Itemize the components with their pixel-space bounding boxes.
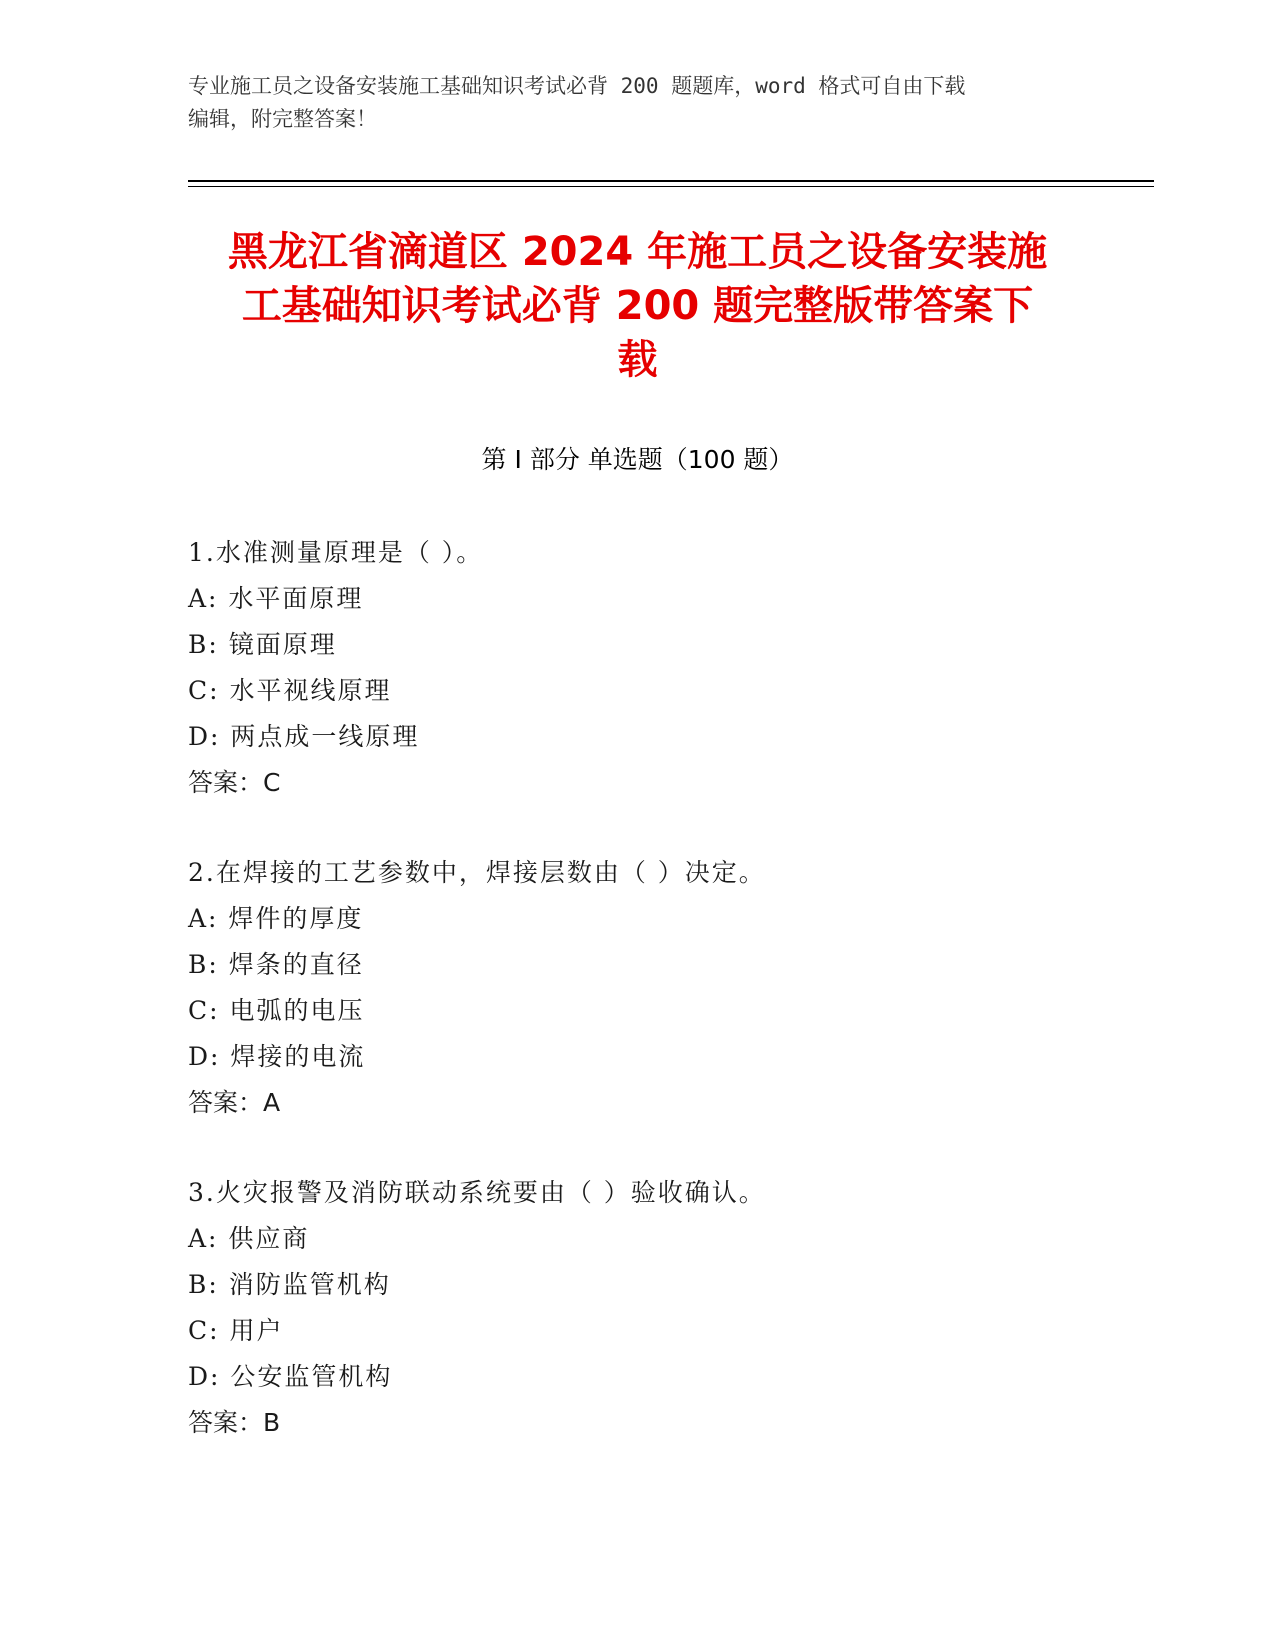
title-line-3: 载 — [617, 337, 658, 383]
header-note — [188, 70, 1088, 136]
question-block-1 — [188, 530, 1088, 806]
header-divider-thin — [188, 186, 1154, 187]
header-note-line-2: 编辑，附完整答案！ — [188, 107, 377, 131]
header-note-line-1: 专业施工员之设备安装施工基础知识考试必背 200 题题库，word 格式可自由下载 — [188, 74, 966, 98]
question-block-2 — [188, 850, 1088, 1126]
document-title — [150, 225, 1125, 387]
section-heading: 第 I 部分 单选题（100 题） — [481, 445, 794, 474]
option-d: D: 公安监管机构 — [188, 1362, 393, 1391]
title-line-2: 工基础知识考试必背 200 题完整版带答案下 — [241, 283, 1034, 329]
option-c: C: 水平视线原理 — [188, 676, 392, 705]
option-d: D: 两点成一线原理 — [188, 722, 420, 751]
answer-line: 答案：C — [188, 768, 281, 797]
option-a: A: 水平面原理 — [188, 584, 364, 613]
answer-line: 答案：B — [188, 1408, 281, 1437]
option-c: C: 用户 — [188, 1316, 284, 1345]
option-a: A: 供应商 — [188, 1224, 310, 1253]
option-a: A: 焊件的厚度 — [188, 904, 364, 933]
question-block-3 — [188, 1170, 1088, 1446]
option-d: D: 焊接的电流 — [188, 1042, 366, 1071]
option-c: C: 电弧的电压 — [188, 996, 365, 1025]
question-stem: 3.火灾报警及消防联动系统要由（ ）验收确认。 — [188, 1178, 766, 1207]
option-b: B: 消防监管机构 — [188, 1270, 391, 1299]
answer-line: 答案：A — [188, 1088, 281, 1117]
question-stem: 1.水准测量原理是（ ）。 — [188, 538, 484, 567]
header-divider-thick — [188, 180, 1154, 182]
option-b: B: 焊条的直径 — [188, 950, 364, 979]
title-line-1: 黑龙江省滴道区 2024 年施工员之设备安装施 — [227, 229, 1048, 275]
question-stem: 2.在焊接的工艺参数中，焊接层数由（ ）决定。 — [188, 858, 766, 887]
option-b: B: 镜面原理 — [188, 630, 337, 659]
